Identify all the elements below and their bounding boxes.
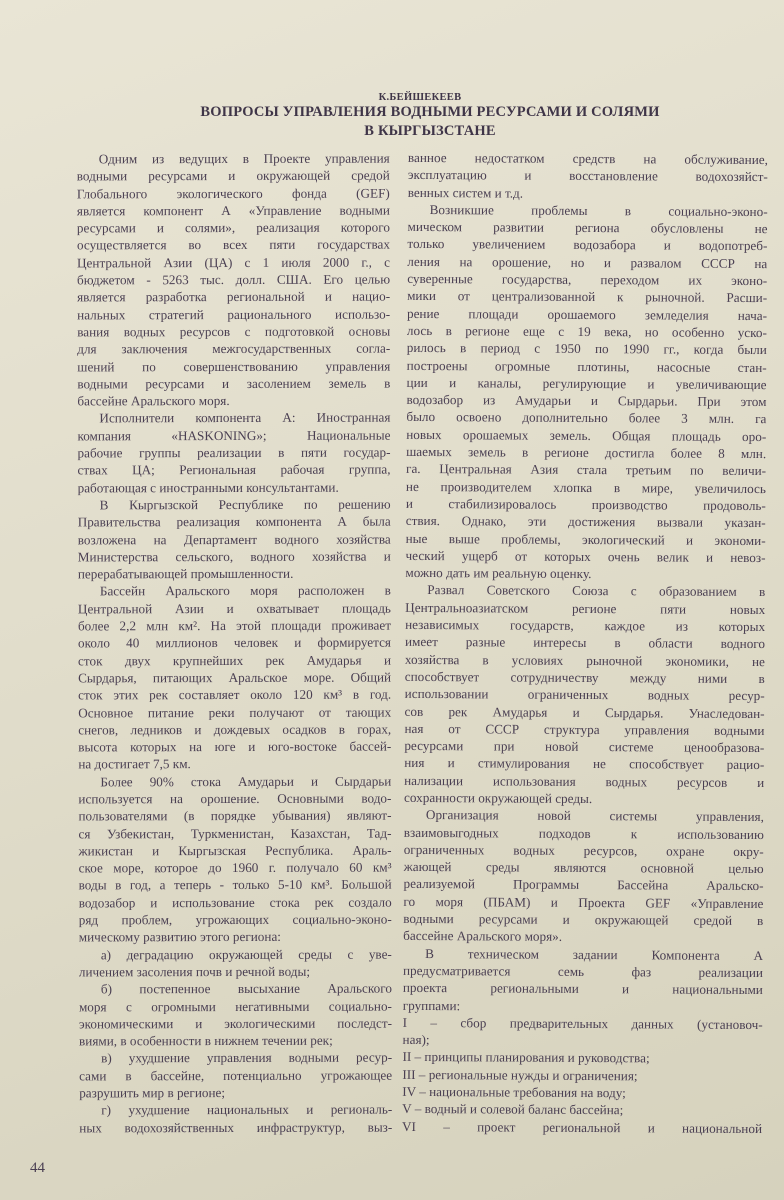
text-line: бассейне Аральского моря. [77,393,230,409]
text-line: реализуемой Программы Бассейна Аральско- [403,876,764,894]
text-line: разрушить мир в регионе; [79,1085,226,1101]
paragraph [79,1049,392,1102]
text-line: новых орошаемых земель. Общая площадь оро- [406,426,767,444]
paragraph [402,1100,762,1119]
text-line: В техническом задании Компонента А [425,945,764,963]
text-line: перерабатывающей промышленности. [77,565,294,582]
text-line: В Кыргызской Республике по решению [99,496,391,513]
paragraph [78,772,391,946]
text-line: около 40 миллионов человек и формируется [77,634,392,651]
text-line: ная от СССР структура управления водными [404,720,765,738]
text-line: способствует сотрудничеству между ними в [404,668,765,687]
text-line: является разработка региональной и нацио- [77,288,391,305]
text-line: Министерства сельского, водного хозяйства и [77,548,391,565]
text-line: более 2,2 млн км². На этой площади проживает [77,617,391,634]
text-line: для заключения межгосударственных согла- [77,340,391,357]
text-line: можно дать им реальную оценку. [405,565,592,582]
text-line: га. Центральная Азия стала третьим по величи- [406,461,767,479]
text-line: высота которых на юге и юго-востоке бассей- [78,738,392,755]
paragraph [403,1014,763,1051]
paragraph [403,806,764,947]
text-line: водозабор из Амударьи и Сырдарьи. При этом [406,392,767,410]
page-number: 44 [30,1160,45,1176]
text-line: сами в бассейне, потенциально угрожающее [79,1067,393,1084]
text-line: мическому развитию этого региона: [78,929,281,945]
paragraph [402,1083,762,1102]
text-line: работающая с иностранными консультантами. [77,479,339,496]
text-line: снегов, ледников и дождевых осадков в горах, [78,721,392,738]
text-line: возложена на Департамент водного хозяйства [77,531,391,547]
paragraph [402,1048,762,1067]
paragraph [78,496,391,583]
text-line: рабочие группы реализации в пяти государ- [77,444,391,461]
text-line: VI – проект региональной и национальной [401,1118,763,1136]
text-line: ствах ЦА; Региональная рабочая группа, [77,461,391,478]
text-line: ния и стимулирования не способствует рацио- [404,755,765,773]
text-line: Правительства реализация компонента А была [77,513,391,530]
text-line: сов рек Амударья и Сырдарья. Унаследован- [404,703,765,721]
text-line: Одним из ведущих в Проекте управления [98,150,390,167]
text-line: хозяйства в условиях рыночной экономики, не [404,651,765,669]
text-line: нальных стратегий рационального использо- [77,306,391,323]
text-line: ных водохозяйственных инфраструктур, выз- [79,1119,393,1136]
text-line: проекта региональными и национальными [402,980,763,998]
text-line: Более 90% стока Амударьи и Сырдарьи [100,773,392,790]
text-line: Глобального экологического фонда (GEF) [76,185,390,202]
text-line: взаимовыгодных подходов к использованию [403,824,764,842]
text-line: Основное питание реки получают от тающих [78,704,392,720]
paragraph [404,581,765,808]
text-line: ряд проблем, угрожающих социально-эконо- [78,911,392,928]
text-line: рение площади орошаемого земледелия нача- [406,305,768,323]
text-line: V – водный и солевой баланс бассейна; [402,1101,624,1118]
text-line: го моря (ПБАМ) и Проекта GEF «Управление [403,893,764,911]
text-line: Бассейн Аральского моря расположен в [99,583,391,599]
article-title [90,103,770,141]
paragraph [79,1101,392,1136]
text-line: водозабор и использование стока рек создало [78,894,392,911]
text-line: на достигает 7,5 км. [78,756,191,772]
paragraph [405,201,767,584]
text-line: г) ухудшение национальных и региональ- [101,1101,393,1118]
text-line: воды в год, а теперь - только 5-10 км³. Большой [78,877,392,893]
paragraph [408,149,768,203]
paragraph [403,945,763,1016]
text-line: жикистан и Кыргызская Республика. Араль- [78,842,392,859]
text-line: сток двух крупнейших рек Амударья и [78,652,392,669]
paragraph [79,980,392,1050]
text-line: группами: [402,997,461,1013]
text-line: ское море, которое до 1960 г. получало 60 км³ [78,859,392,876]
text-line: сохранности окружающей среды. [404,789,593,807]
text-line: Возникшие проблемы в социально-эконо- [429,201,768,219]
text-line: водными ресурсами и окружающей средой [76,167,390,184]
text-line: сток этих рек составляет около 120 км³ в год. [78,686,392,703]
text-line: шений по совершенствованию управления [77,358,391,374]
text-line: в) ухудшение управления водными ресур- [101,1050,393,1066]
text-line: нализации использования водных ресурсов и [404,772,765,790]
text-line: бассейне Аральского моря». [403,928,563,945]
text-line: личением засоления почв и речной воды; [78,963,311,980]
text-line: только увеличением водозабора и водопотреб- [407,236,768,254]
text-line: лось в регионе еще с 19 века, но особенно уско- [406,322,767,341]
text-line: предусматривается семь фаз реализации [402,962,764,981]
text-line: эксплуатацию и восстановление водохозяйст- [407,167,768,185]
text-line: построены огромные плотины, насосные стан- [406,357,767,375]
text-line: Организация новой системы управления, [425,807,764,825]
text-line: ческий ущерб от которых очень велик и невоз- [405,547,766,565]
article-title-line: ВОПРОСЫ УПРАВЛЕНИЯ ВОДНЫМИ РЕСУРСАМИ И СОЛЯМИ [200,104,660,120]
text-line: а) деградацию окружающей среды с уве- [100,946,392,963]
text-line: моря с огромными негативными социально- [78,998,392,1014]
paragraph [78,582,391,773]
text-line: было освоено дополнительно более 3 млн. га [406,409,767,427]
text-line: Исполнители компонента А: Иностранная [99,410,391,426]
text-line: Центральной Азии и охватывает площадь [77,600,391,617]
text-line: не производителем хлопка в мире, увеличилось [405,478,766,496]
text-line: водными ресурсами и окружающей средой в [403,910,764,929]
text-line: рилось в период с 1950 по 1990 гг., когда были [406,340,767,358]
text-line: используется на орошение. Основными водо- [78,790,392,807]
paragraph [77,150,391,410]
text-line: пользователями (в порядке убывания) являют- [78,807,392,824]
paragraph [402,1066,762,1085]
text-line: III – региональные нужды и ограничения; [402,1066,638,1084]
text-line: ции и каналы, регулирующие и увеличивающие [406,374,767,392]
text-line: суверенные государства, переходом их эконо- [407,270,768,289]
paragraph [79,945,392,980]
text-line: ные выше проблемы, экологический и экономи- [405,530,766,548]
text-line: осуществляется во всех пяти государствах [76,237,390,253]
author-name: К.БЕЙШЕКЕЕВ [378,92,462,103]
text-line: б) постепенное высыхание Аральского [100,980,392,997]
text-line: водными ресурсами и засолением земель в [77,375,391,392]
text-line: ствия. Однако, эти достижения вызвали указан- [405,513,766,531]
right-text-column [402,149,768,1137]
text-line: мики от централизованной к рыночной. Расши- [407,288,768,306]
text-line: ванное недостатком средств на обслуживание, [407,149,769,168]
text-line: шаемых земель в регионе достигла более 8 млн. [406,443,767,462]
text-line: вания водных ресурсов с подготовкой основы [77,323,391,340]
text-line: бюджетом - 5263 тыс. долл. США. Его целью [77,271,391,288]
article-title-line: В КЫРГЫЗСТАНЕ [364,123,496,139]
text-line: компания «HASKONING»; Национальные [77,427,391,444]
text-line: ления на орошение, но и развалом СССР на [407,253,768,271]
paragraph [77,409,390,496]
text-line: ная); [402,1032,430,1048]
text-line: IV – национальные требования на воду; [402,1083,626,1101]
text-line: Центральной Азии (ЦА) с 1 июля 2000 г., с [76,254,391,271]
text-line: венных систем и т.д. [407,184,524,201]
paragraph [402,1118,762,1137]
text-line: ресурсами и солями», реализация которого [76,219,390,236]
text-line: и стабилизировалось производство продоволь- [405,495,766,514]
text-line: независимых государств, каждое из которых [405,616,766,635]
text-line: Центральноазиатском регионе пяти новых [405,599,766,617]
text-line: имеет разные интересы в области водного [404,634,766,652]
text-line: мическом развитии региона обусловлены не [407,219,768,237]
text-line: экономическими и экологическими последст- [78,1015,393,1032]
text-line: ресурсами при новой системе ценообразова- [404,737,765,756]
text-line: II – принципы планирования и руководства; [402,1049,650,1066]
text-line: Развал Советского Союза с образованием в [427,582,766,600]
text-line: виями, в особенности в нижнем течении рек; [79,1032,333,1049]
text-line: жающей среды являются основной целью [403,859,764,877]
text-line: Сырдарья, питающих Аральское море. Общий [78,669,392,686]
text-line: ограниченных водных ресурсов, охране окру- [403,841,764,859]
text-line: использовании ограниченных водных ресур- [404,686,765,704]
text-line: I – сбор предварительных данных (установоч- [402,1014,763,1032]
text-line: ся Узбекистан, Туркменистан, Казахстан, Тад- [78,825,392,841]
left-text-column [77,150,393,1137]
text-line: является компонент А «Управление водными [76,202,390,219]
